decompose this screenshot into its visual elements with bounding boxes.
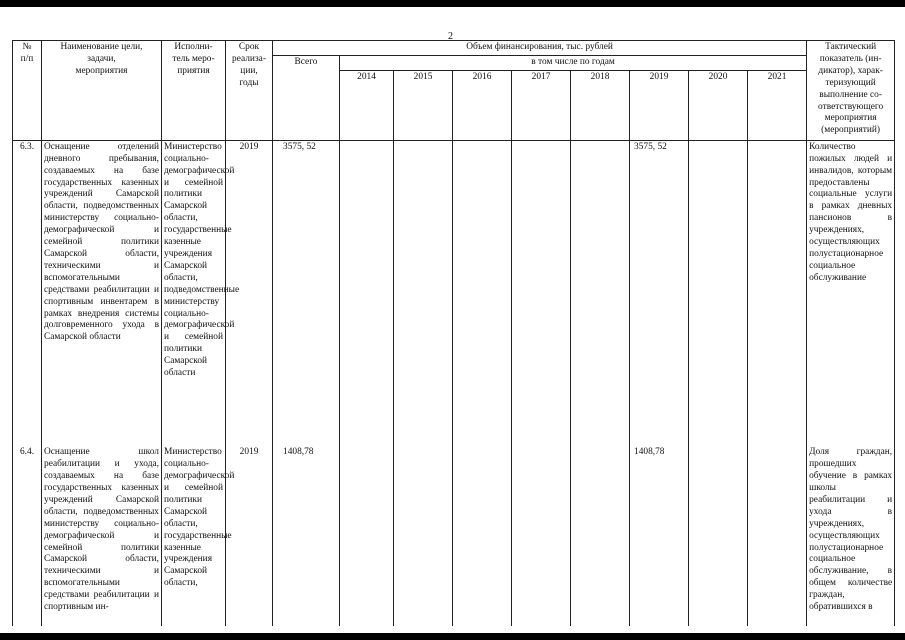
header-year-2016: 2016: [453, 70, 512, 140]
row-name: Оснащение отделений дневного пребывания, создаваемых на базе государственных казенных учреждений Самарской области, подведомственных министерству социально-демографической и семейной политики Самарской области, техническими и вспомогательными средствами реабилитации и спортивным инвентарем в рамках внедрения системы долговременного ухода в Самарской области: [42, 140, 162, 446]
row-y2016: [453, 140, 512, 446]
header-year-2021: 2021: [748, 70, 807, 140]
header-funding: Объем финансирования, тыс. рублей: [273, 41, 807, 56]
row-num: 6.4.: [13, 446, 42, 626]
header-year-2019: 2019: [630, 70, 689, 140]
row-y2019: 1408,78: [630, 446, 689, 626]
row-term: 2019: [226, 446, 273, 626]
header-year-2015: 2015: [394, 70, 453, 140]
bottom-border-bar: [0, 633, 905, 640]
row-y2015: [394, 140, 453, 446]
header-year-2018: 2018: [571, 70, 630, 140]
top-border-bar: [0, 0, 905, 7]
row-executor: Министерство социально-демографической и семейной политики Самарской области, государственные казенные учреждения Самарской области, подведомственные министерству социально-демографической и семейной политики Самарской области: [162, 140, 226, 446]
header-executor: Исполни- тель меро- приятия: [162, 41, 226, 141]
header-name: Наименование цели, задачи, мероприятия: [42, 41, 162, 141]
header-row-1: [13, 41, 895, 56]
table-row: [13, 446, 895, 626]
row-indicator: Количество пожилых людей и инвалидов, которым предоставлены социальные услуги в рамках дневных пансионов в учреждениях, осуществляющих полустационарное социальное обслуживание: [807, 140, 895, 446]
row-indicator: Доля граждан, прошедших обучение в рамках школы реабилитации и ухода в учреждениях, осуществляющих полустационарное социальное обслуживание, в общем количестве граждан, обратившихся в: [807, 446, 895, 626]
row-y2017: [512, 446, 571, 626]
row-executor: Министерство социально-демографической и семейной политики Самарской области, государственные казенные учреждения Самарской области,: [162, 446, 226, 626]
header-indicator: Тактический показатель (ин- дикатор), харак- теризующий выполнение со- ответствующего мероприятия (мероприятий): [807, 41, 895, 141]
row-y2019: 3575, 52: [630, 140, 689, 446]
row-y2017: [512, 140, 571, 446]
row-term: 2019: [226, 140, 273, 446]
header-total: Всего: [273, 55, 340, 140]
header-by-year: в том числе по годам: [340, 55, 807, 70]
row-y2021: [748, 140, 807, 446]
table-row: [13, 140, 895, 446]
row-total: 3575, 52: [273, 140, 340, 446]
header-num: № п/п: [13, 41, 42, 141]
row-y2020: [689, 446, 748, 626]
row-y2014: [340, 140, 394, 446]
row-y2014: [340, 446, 394, 626]
header-year-2017: 2017: [512, 70, 571, 140]
row-name: Оснащение школ реабилитации и ухода, создаваемых на базе государственных казенных учреждений Самарской области, подведомственных министерству социально-демографической и семейной политики Самарской области, техническими и вспомогательными средствами реабилитации и спортивным ин-: [42, 446, 162, 626]
page-number: 2: [448, 31, 453, 42]
row-num: 6.3.: [13, 140, 42, 446]
header-year-2020: 2020: [689, 70, 748, 140]
row-y2018: [571, 140, 630, 446]
row-y2020: [689, 140, 748, 446]
row-y2016: [453, 446, 512, 626]
row-total: 1408,78: [273, 446, 340, 626]
financing-table: [12, 40, 895, 626]
row-y2015: [394, 446, 453, 626]
header-term: Срок реализа- ции, годы: [226, 41, 273, 141]
row-y2021: [748, 446, 807, 626]
header-year-2014: 2014: [340, 70, 394, 140]
row-y2018: [571, 446, 630, 626]
